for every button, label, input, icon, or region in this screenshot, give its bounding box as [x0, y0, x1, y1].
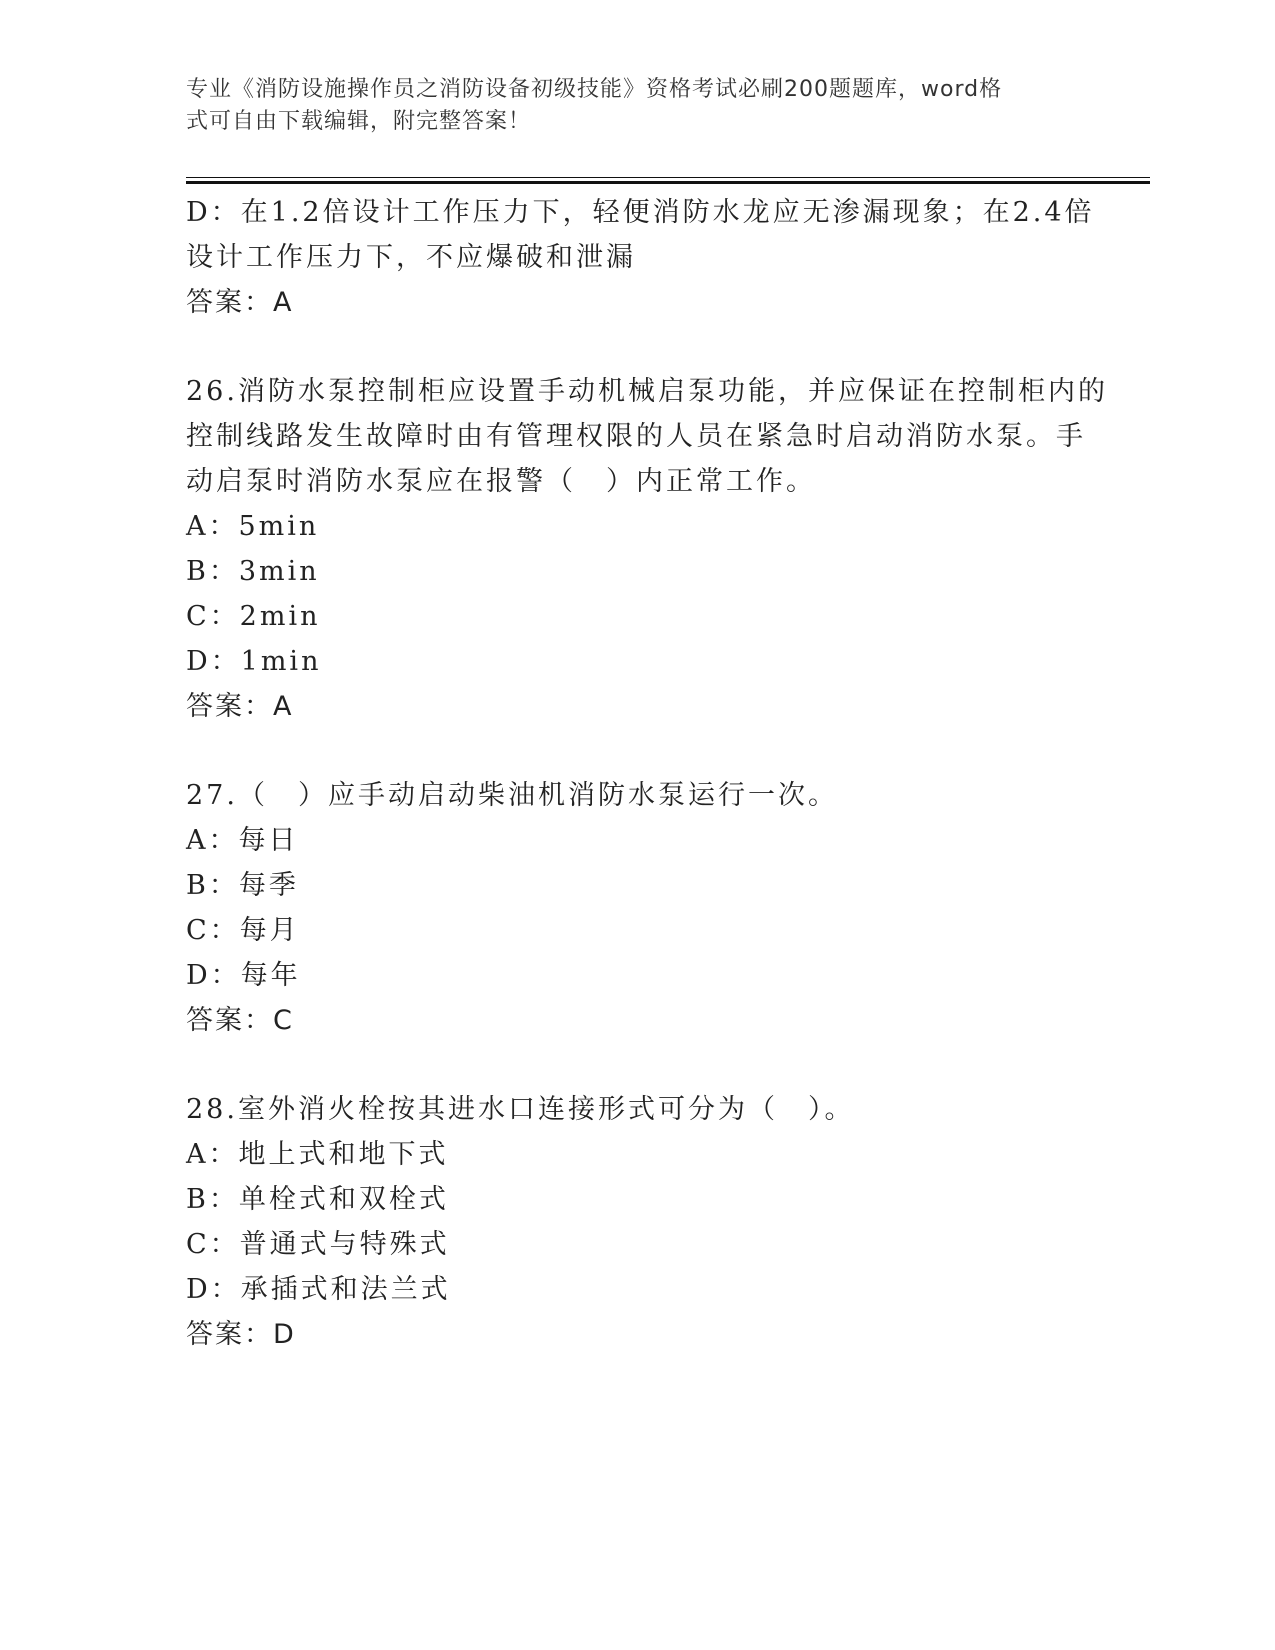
header-divider-thick — [186, 181, 1150, 184]
question-text-line: 28.室外消火栓按其进水口连接形式可分为（ ）。 — [186, 1094, 855, 1125]
header-line-2: 式可自由下载编辑，附完整答案！ — [186, 109, 532, 134]
question-27 — [186, 773, 1086, 1043]
option-c: C：每月 — [186, 915, 300, 946]
option-d-line-2: 设计工作压力下，不应爆破和泄漏 — [186, 242, 636, 273]
question-28 — [186, 1087, 1086, 1357]
option-d: D：每年 — [186, 960, 301, 991]
spacer — [186, 1043, 1086, 1087]
option-a: A：每日 — [186, 825, 299, 856]
spacer — [186, 729, 1086, 773]
option-d: D：1min — [186, 646, 322, 677]
option-a: A：5min — [186, 511, 320, 542]
document-header — [186, 74, 1066, 138]
option-d: D：承插式和法兰式 — [186, 1274, 451, 1305]
option-c: C：普通式与特殊式 — [186, 1229, 450, 1260]
option-b: B：3min — [186, 556, 320, 587]
option-a: A：地上式和地下式 — [186, 1139, 449, 1170]
header-divider-thin — [186, 177, 1150, 178]
option-d-line-1: D：在1.2倍设计工作压力下，轻便消防水龙应无渗漏现象；在2.4倍 — [186, 197, 1095, 228]
answer-line: 答案：D — [186, 1319, 296, 1350]
question-text-line: 动启泵时消防水泵应在报警（ ）内正常工作。 — [186, 466, 816, 497]
question-text-line: 26.消防水泵控制柜应设置手动机械启泵功能，并应保证在控制柜内的 — [186, 376, 1108, 407]
answer-line: 答案：C — [186, 1005, 294, 1036]
answer-line: 答案：A — [186, 691, 294, 722]
previous-question-tail — [186, 190, 1095, 325]
question-text-line: 控制线路发生故障时由有管理权限的人员在紧急时启动消防水泵。手 — [186, 421, 1086, 452]
question-text-line: 27.（ ）应手动启动柴油机消防水泵运行一次。 — [186, 780, 838, 811]
question-content — [186, 190, 1108, 1357]
option-c: C：2min — [186, 601, 321, 632]
option-b: B：单栓式和双栓式 — [186, 1184, 449, 1215]
option-b: B：每季 — [186, 870, 299, 901]
answer-line: 答案：A — [186, 287, 294, 318]
spacer — [186, 325, 1086, 369]
header-line-1: 专业《消防设施操作员之消防设备初级技能》资格考试必刷200题题库，word格 — [186, 77, 1003, 102]
question-26 — [186, 369, 1108, 729]
